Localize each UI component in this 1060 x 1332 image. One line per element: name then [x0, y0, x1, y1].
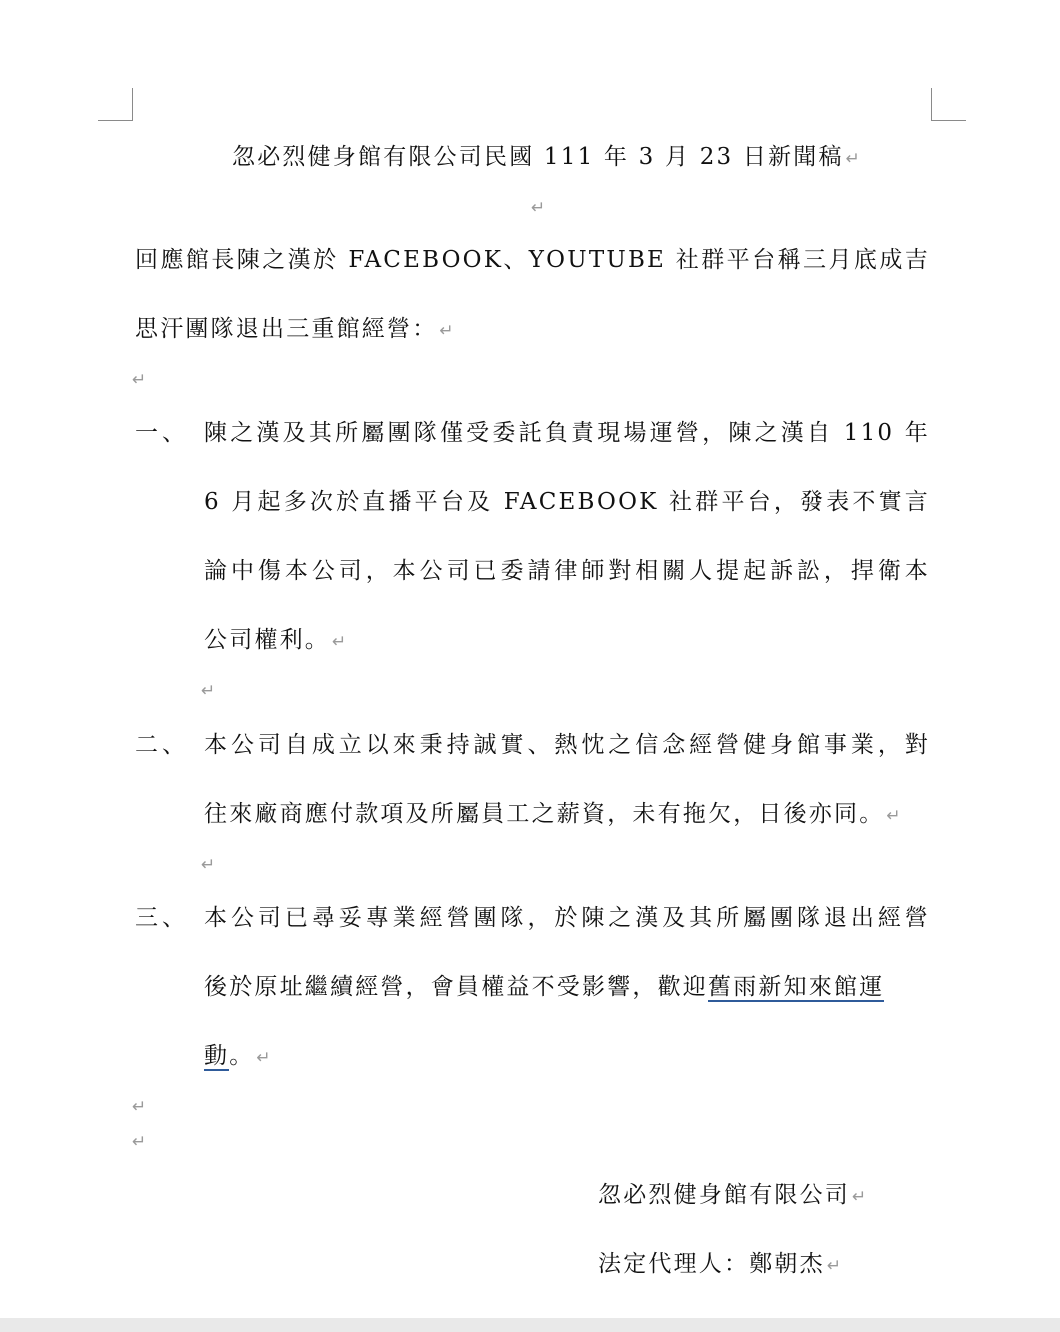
subject-line-2: 思汗團隊退出三重館經營： ↵: [135, 316, 454, 342]
subject-line-1: 回應館長陳之漢於 FACEBOOK、YOUTUBE 社群平台稱三月底成吉: [135, 247, 930, 273]
signature-company: 忽必烈健身館有限公司 ↵: [598, 1182, 867, 1208]
paragraph-mark-icon: ↵: [256, 1048, 271, 1068]
item-2-line-2: 往來廠商應付款項及所屬員工之薪資，未有拖欠，日後亦同。 ↵: [204, 801, 901, 827]
item-number: 三、: [135, 905, 189, 931]
paragraph-mark-icon: ↵: [826, 1256, 842, 1276]
item-1-line-3: 論中傷本公司，本公司已委請律師對相關人提起訴訟，捍衛本: [204, 558, 930, 584]
item-1-line-2: 6 月起多次於直播平台及 FACEBOOK 社群平台，發表不實言: [204, 489, 930, 515]
item-number: 二、: [135, 732, 189, 758]
crop-mark-top-right: [931, 88, 966, 121]
underlined-phrase-end: 動: [204, 1043, 230, 1069]
paragraph-mark-icon: ↵: [439, 321, 454, 341]
page-bottom-edge: [0, 1318, 1060, 1332]
paragraph-mark-icon: ↵: [132, 370, 147, 390]
item-2-line-1: 本公司自成立以來秉持誠實、熱忱之信念經營健身館事業，對: [204, 732, 930, 758]
crop-mark-top-left: [98, 88, 133, 121]
paragraph-mark-icon: ↵: [201, 681, 216, 701]
paragraph-mark-icon: ↵: [886, 806, 901, 826]
item-1-line-1: 陳之漢及其所屬團隊僅受委託負責現場運營，陳之漢自 110 年: [204, 420, 930, 446]
press-release-title: 忽必烈健身館有限公司民國 111 年 3 月 23 日新聞稿 ↵: [232, 144, 860, 170]
underlined-phrase: 舊雨新知來館運: [708, 974, 885, 1000]
item-number: 一、: [135, 420, 189, 446]
item-3-line-3: 動。 ↵: [204, 1043, 271, 1069]
paragraph-mark-icon: ↵: [201, 855, 216, 875]
paragraph-mark-icon: ↵: [845, 149, 860, 169]
paragraph-mark-icon: ↵: [852, 1187, 867, 1207]
item-3-line-1: 本公司已尋妥專業經營團隊，於陳之漢及其所屬團隊退出經營: [204, 905, 930, 931]
paragraph-mark-icon: ↵: [332, 632, 347, 652]
paragraph-mark-icon: ↵: [531, 198, 546, 218]
paragraph-mark-icon: ↵: [132, 1097, 147, 1117]
signature-representative: 法定代理人：鄭朝杰 ↵: [598, 1251, 842, 1277]
item-1-line-4: 公司權利。 ↵: [204, 627, 347, 653]
item-3-line-2: 後於原址繼續經營，會員權益不受影響，歡迎舊雨新知來館運: [204, 974, 885, 1000]
paragraph-mark-icon: ↵: [132, 1132, 147, 1152]
